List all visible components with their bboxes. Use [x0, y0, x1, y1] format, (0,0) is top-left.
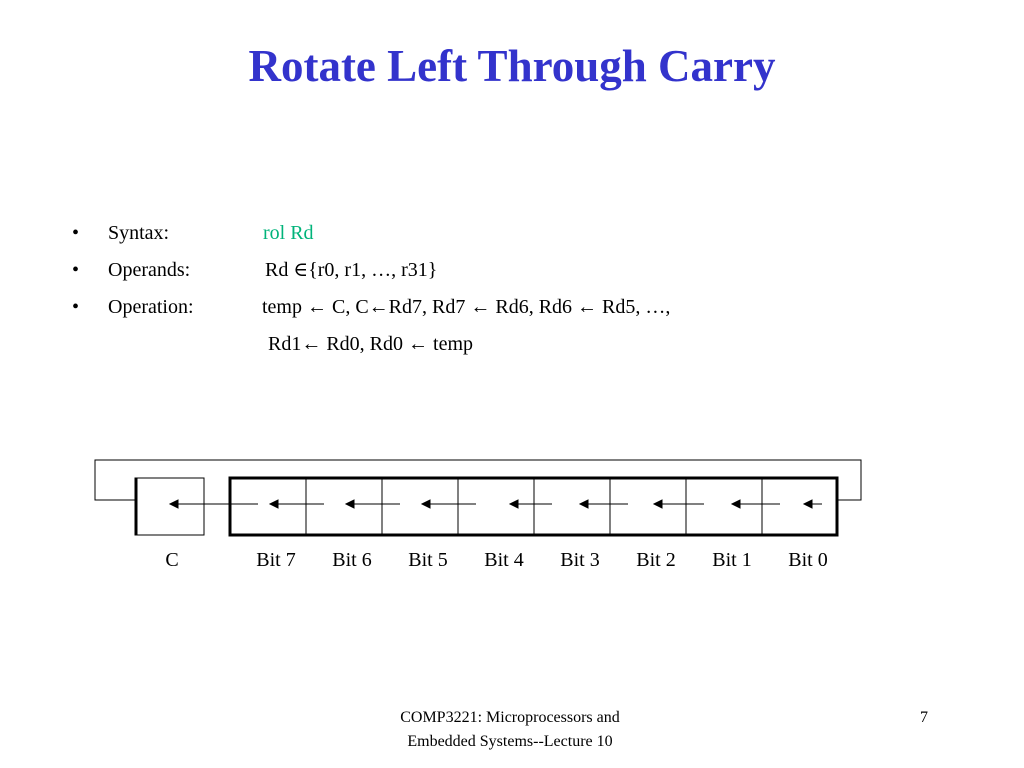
- bullet-dot: •: [72, 296, 80, 318]
- arrow-head-icon: [804, 500, 812, 508]
- label-bit2: Bit 2: [636, 549, 676, 571]
- slide-footer: [348, 706, 672, 754]
- arrow-head-icon: [422, 500, 430, 508]
- operation-value-line2: Rd1← Rd0, Rd0 ← temp: [268, 333, 474, 355]
- label-bit6: Bit 6: [332, 549, 372, 571]
- arrow-head-icon: [170, 500, 178, 508]
- operands-label: Operands:: [108, 259, 191, 281]
- operation-label: Operation:: [108, 296, 194, 318]
- operation-value-line1: temp ← C, C←Rd7, Rd7 ← Rd6, Rd6 ← Rd5, …,: [262, 296, 671, 318]
- arrow-head-icon: [270, 500, 278, 508]
- label-bit5: Bit 5: [408, 549, 448, 571]
- label-bit3: Bit 3: [560, 549, 600, 571]
- arrow-head-icon: [510, 500, 518, 508]
- arrow-head-icon: [654, 500, 662, 508]
- footer-line2: Embedded Systems--Lecture 10: [407, 733, 613, 750]
- label-bit1: Bit 1: [712, 549, 752, 571]
- slide-title: Rotate Left Through Carry: [248, 41, 776, 91]
- operands-value: Rd ∈{r0, r1, …, r31}: [265, 259, 438, 281]
- arrow-head-icon: [346, 500, 354, 508]
- loop-back-path: [95, 460, 861, 500]
- flow-arrows: [170, 500, 822, 508]
- bullet-dot: •: [72, 259, 80, 281]
- label-bit0: Bit 0: [788, 549, 828, 571]
- footer-line1: COMP3221: Microprocessors and: [400, 709, 620, 726]
- label-carry: C: [165, 549, 179, 571]
- label-bit4: Bit 4: [484, 549, 524, 571]
- syntax-label: Syntax:: [108, 222, 170, 244]
- carry-box: [135, 478, 204, 535]
- arrow-head-icon: [732, 500, 740, 508]
- arrow-head-icon: [580, 500, 588, 508]
- label-bit7: Bit 7: [256, 549, 296, 571]
- bullet-dot: •: [72, 222, 80, 244]
- page-number: 7: [920, 709, 928, 726]
- syntax-code: rol Rd: [263, 222, 314, 244]
